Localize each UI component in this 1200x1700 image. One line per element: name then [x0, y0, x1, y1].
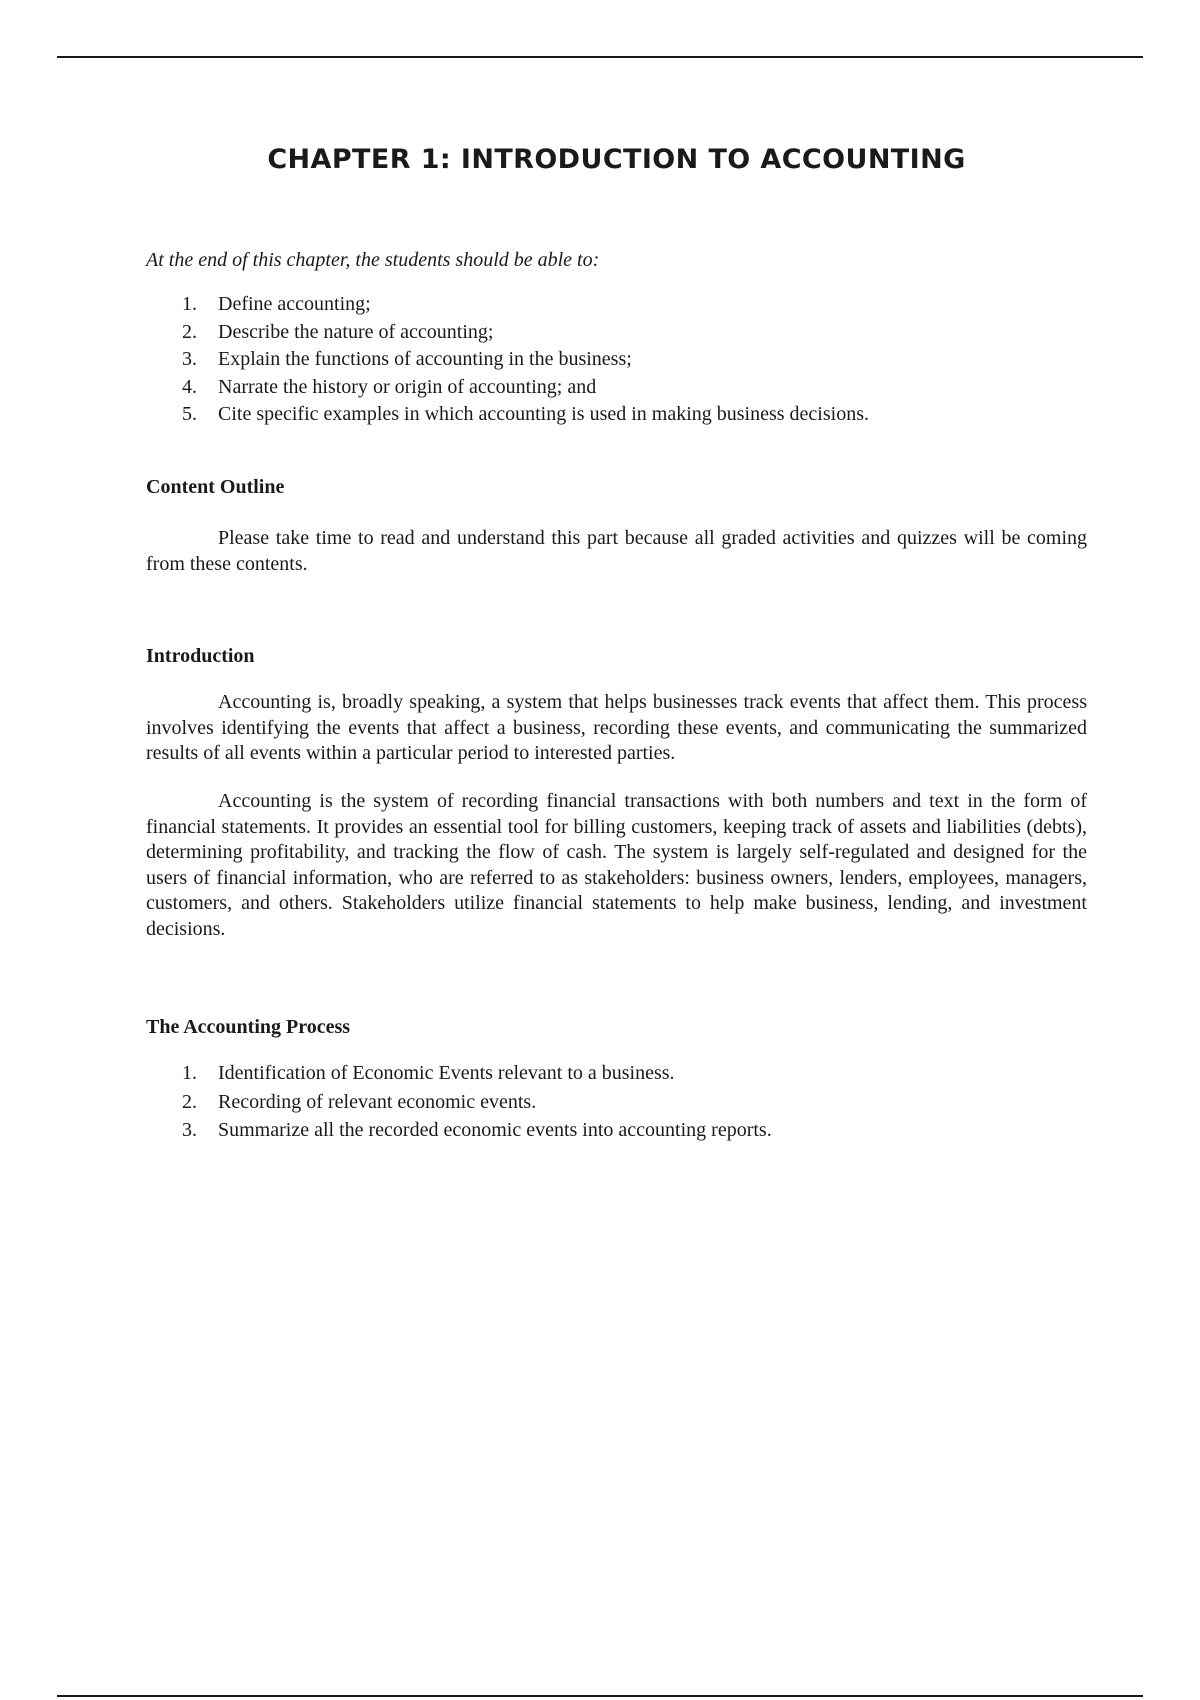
- introduction-paragraph-2: Accounting is the system of recording financial transactions with both numbers and text in the form of financial statements. It provides an essential tool for billing customers, keeping track of assets and liabilities (debts), determining profitability, and tracking the flow of cash. The system is largely self-regulated and designed for the users of financial information, who are referred to as stakeholders: business owners, lenders, employees, managers, customers, and others. Stakeholders utilize financial statements to help make business, lending, and investment decisions.: [146, 790, 1087, 940]
- list-item: [146, 1059, 1087, 1088]
- list-number: 3.: [182, 348, 197, 370]
- list-item: [146, 319, 1087, 347]
- accounting-process-heading: The Accounting Process: [146, 1016, 351, 1038]
- list-number: 1.: [182, 293, 197, 315]
- list-text: Summarize all the recorded economic events into accounting reports.: [218, 1119, 772, 1141]
- introduction-heading: Introduction: [146, 645, 255, 667]
- list-item: [146, 374, 1087, 402]
- list-number: 1.: [182, 1062, 197, 1084]
- chapter-title: CHAPTER 1: INTRODUCTION TO ACCOUNTING: [267, 144, 966, 175]
- objectives-list: [146, 291, 1087, 429]
- list-item: [146, 1116, 1087, 1145]
- list-item: [146, 291, 1087, 319]
- accounting-process-list: [146, 1059, 1087, 1145]
- list-number: 5.: [182, 403, 197, 425]
- list-item: [146, 346, 1087, 374]
- list-number: 2.: [182, 320, 197, 343]
- list-text: Identification of Economic Events relevant to a business.: [218, 1062, 675, 1084]
- content-outline-heading: Content Outline: [146, 476, 285, 498]
- introduction-paragraph-1: Accounting is, broadly speaking, a system that helps businesses track events that affect them. This process involves identifying the events that affect a business, recording these events, and communicating the summarized results of all events within a particular period to interested parties.: [146, 691, 1087, 764]
- objectives-intro: At the end of this chapter, the students should be able to:: [146, 249, 600, 271]
- header-rule: [57, 56, 1143, 58]
- list-number: 3.: [182, 1119, 197, 1141]
- list-number: 4.: [182, 375, 197, 398]
- content-outline-paragraph: Please take time to read and understand this part because all graded activities and quizzes will be coming from these contents.: [146, 527, 1087, 575]
- list-text: Recording of relevant economic events.: [218, 1090, 537, 1113]
- list-text: Explain the functions of accounting in the business;: [218, 348, 632, 370]
- list-number: 2.: [182, 1090, 197, 1113]
- list-text: Narrate the history or origin of accounting; and: [218, 375, 597, 398]
- list-text: Cite specific examples in which accounting is used in making business decisions.: [218, 403, 869, 425]
- list-item: [146, 1088, 1087, 1117]
- list-item: [146, 401, 1087, 429]
- list-text: Describe the nature of accounting;: [218, 320, 494, 343]
- list-text: Define accounting;: [218, 293, 371, 315]
- footer-rule: [57, 1695, 1143, 1697]
